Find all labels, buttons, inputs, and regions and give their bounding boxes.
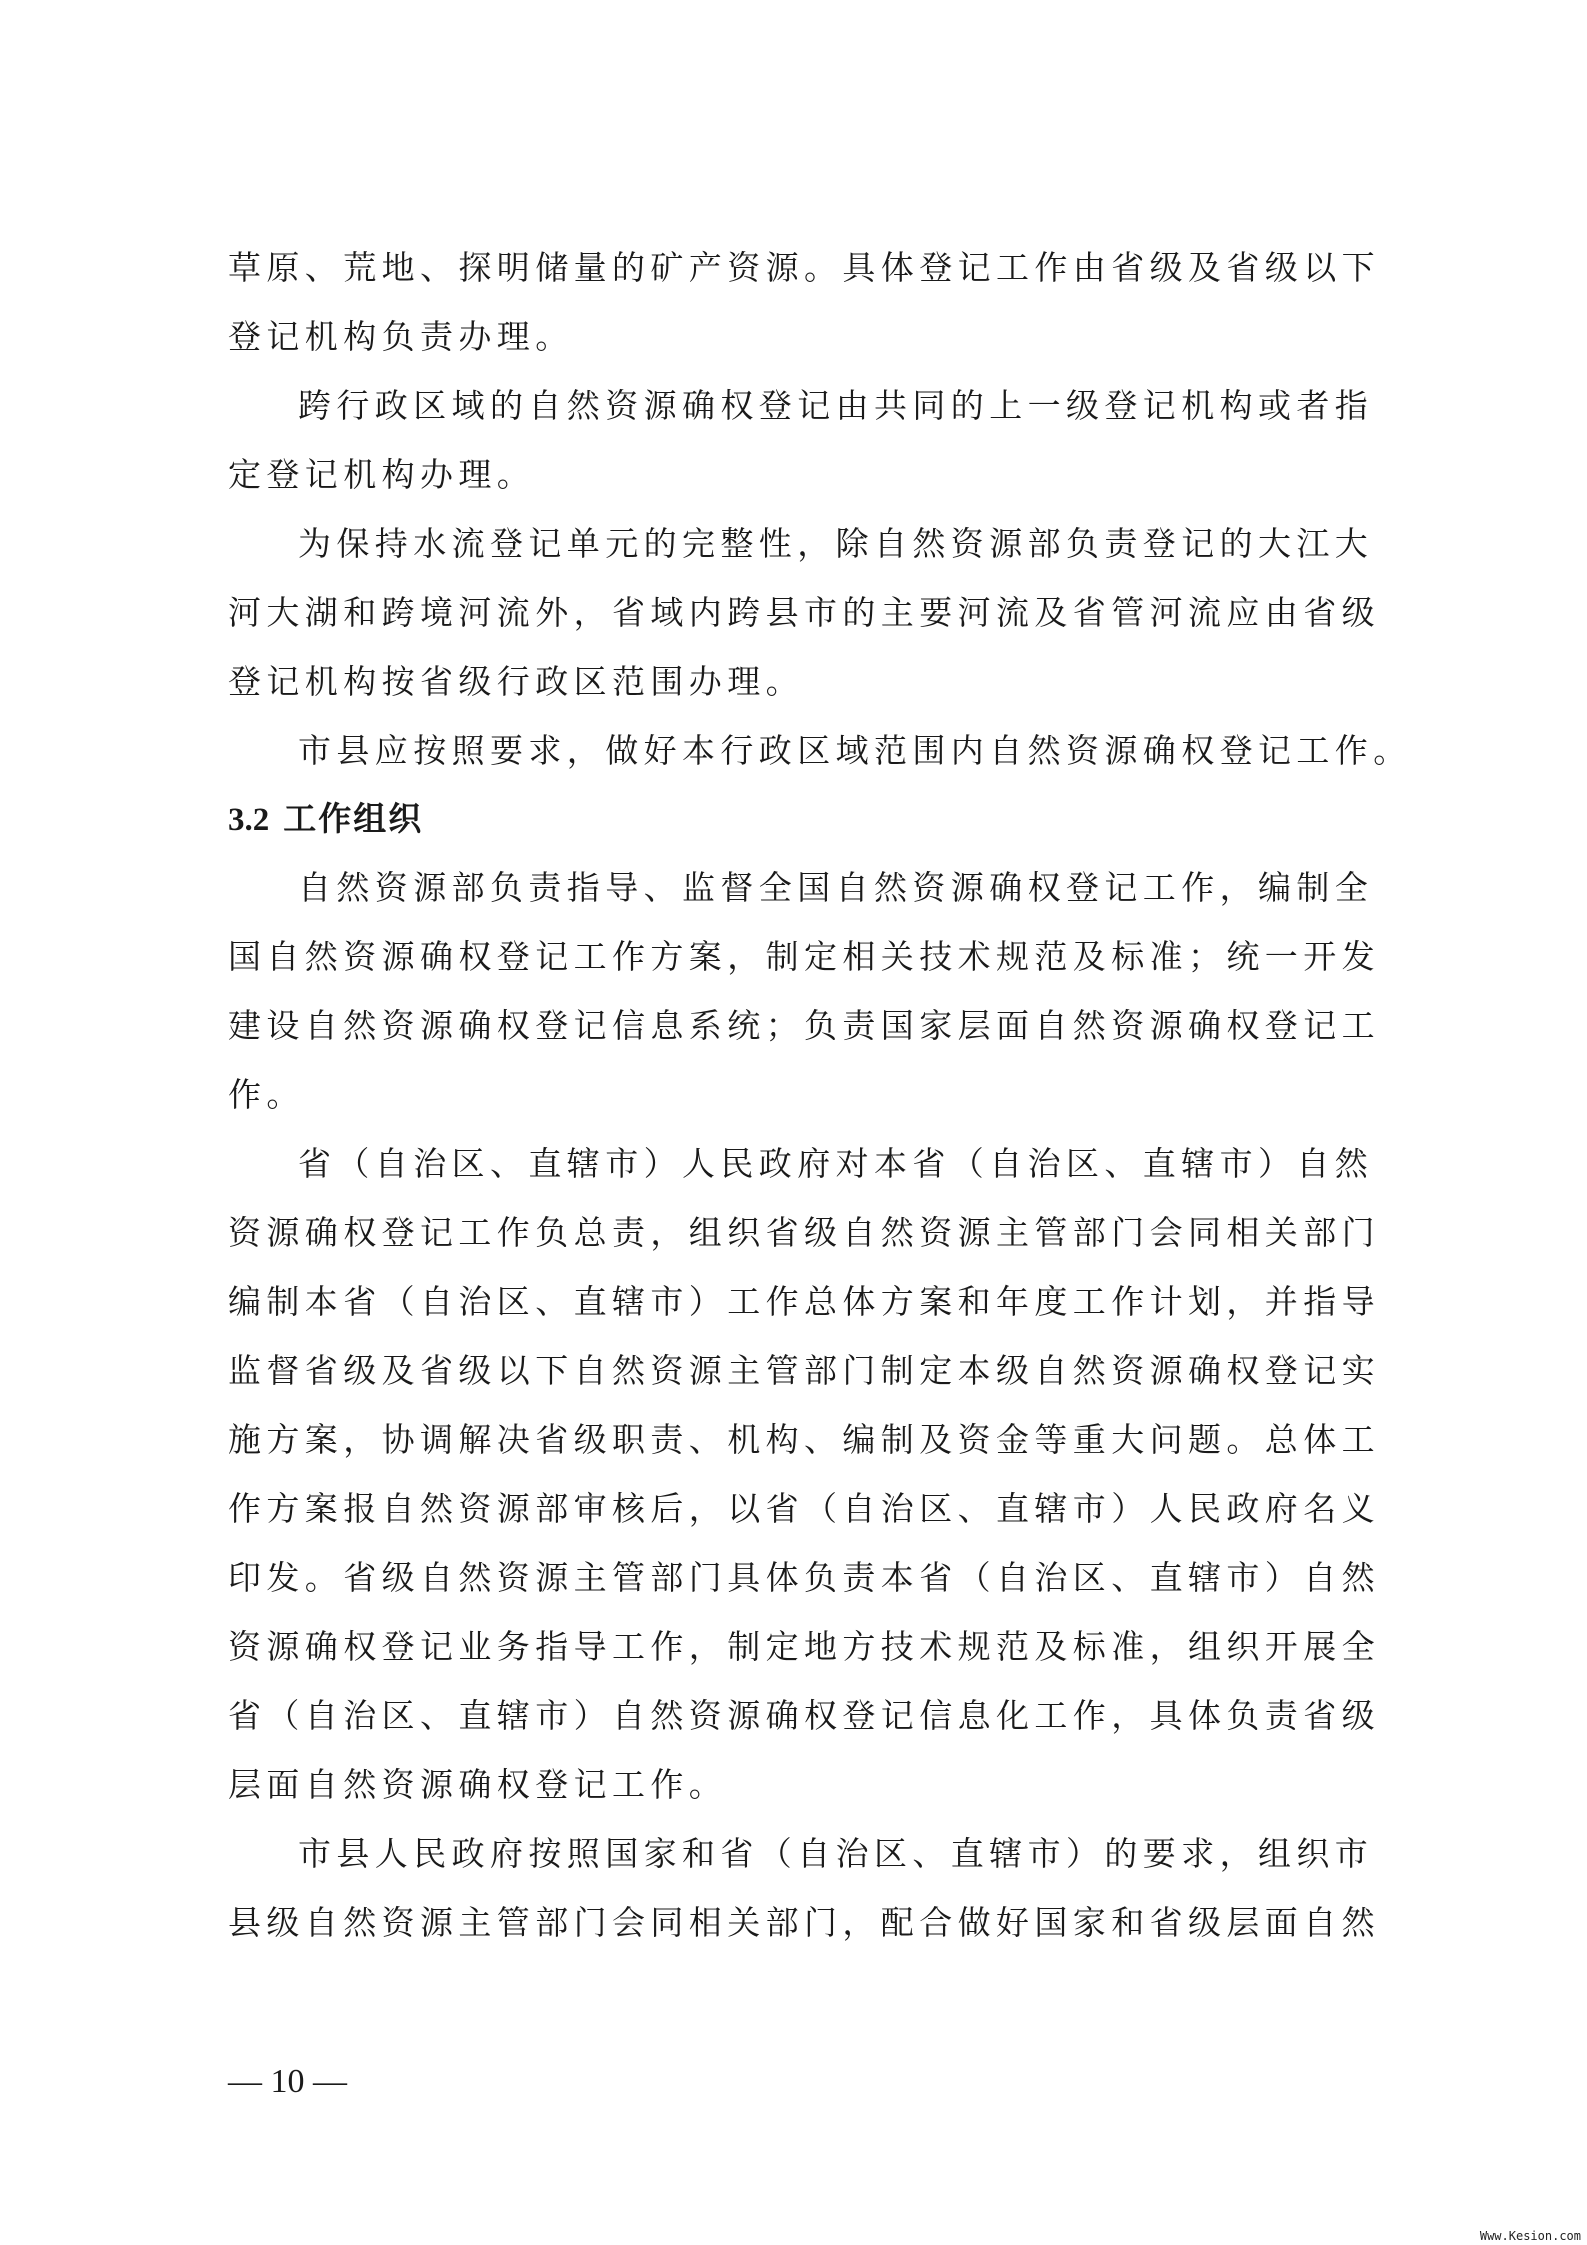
text-line: 省（自治区、直辖市）自然资源确权登记信息化工作，具体负责省级 (228, 1696, 1380, 1735)
text-line: 市县应按照要求，做好本行政区域范围内自然资源确权登记工作。 (298, 731, 1412, 770)
text-line: 草原、荒地、探明储量的矿产资源。具体登记工作由省级及省级以下 (228, 248, 1380, 287)
text-line: 省（自治区、直辖市）人民政府对本省（自治区、直辖市）自然 (298, 1144, 1374, 1183)
text-line: 层面自然资源确权登记工作。 (228, 1765, 728, 1804)
text-line: 编制本省（自治区、直辖市）工作总体方案和年度工作计划，并指导 (228, 1282, 1380, 1321)
text-line: 印发。省级自然资源主管部门具体负责本省（自治区、直辖市）自然 (228, 1558, 1380, 1597)
text-line: 施方案，协调解决省级职责、机构、编制及资金等重大问题。总体工 (228, 1420, 1380, 1459)
text-line: 登记机构负责办理。 (228, 317, 574, 356)
text-line: 市县人民政府按照国家和省（自治区、直辖市）的要求，组织市 (298, 1834, 1374, 1873)
text-line: 国自然资源确权登记工作方案，制定相关技术规范及标准；统一开发 (228, 937, 1380, 976)
text-line: 为保持水流登记单元的完整性，除自然资源部负责登记的大江大 (298, 524, 1374, 563)
text-line: 资源确权登记工作负总责，组织省级自然资源主管部门会同相关部门 (228, 1213, 1380, 1252)
text-line: 监督省级及省级以下自然资源主管部门制定本级自然资源确权登记实 (228, 1351, 1380, 1390)
text-line: 登记机构按省级行政区范围办理。 (228, 662, 804, 701)
section-title: 工作组织 (283, 799, 424, 838)
text-line: 作方案报自然资源部审核后，以省（自治区、直辖市）人民政府名义 (228, 1489, 1380, 1528)
text-line: 建设自然资源确权登记信息系统；负责国家层面自然资源确权登记工 (228, 1006, 1380, 1045)
text-line: 自然资源部负责指导、监督全国自然资源确权登记工作，编制全 (298, 868, 1374, 907)
watermark: Www.Kesion.com (1479, 2229, 1581, 2243)
text-line: 跨行政区域的自然资源确权登记由共同的上一级登记机构或者指 (298, 386, 1374, 425)
section-number: 3.2 (228, 802, 270, 838)
text-line: 资源确权登记业务指导工作，制定地方技术规范及标准，组织开展全 (228, 1627, 1380, 1666)
text-line: 定登记机构办理。 (228, 455, 536, 494)
text-line: 河大湖和跨境河流外，省域内跨县市的主要河流及省管河流应由省级 (228, 593, 1380, 632)
section-heading (228, 797, 423, 842)
text-line: 作。 (228, 1075, 305, 1114)
text-line: 县级自然资源主管部门会同相关部门，配合做好国家和省级层面自然 (228, 1903, 1380, 1942)
page-number: — 10 — (228, 2063, 347, 2100)
